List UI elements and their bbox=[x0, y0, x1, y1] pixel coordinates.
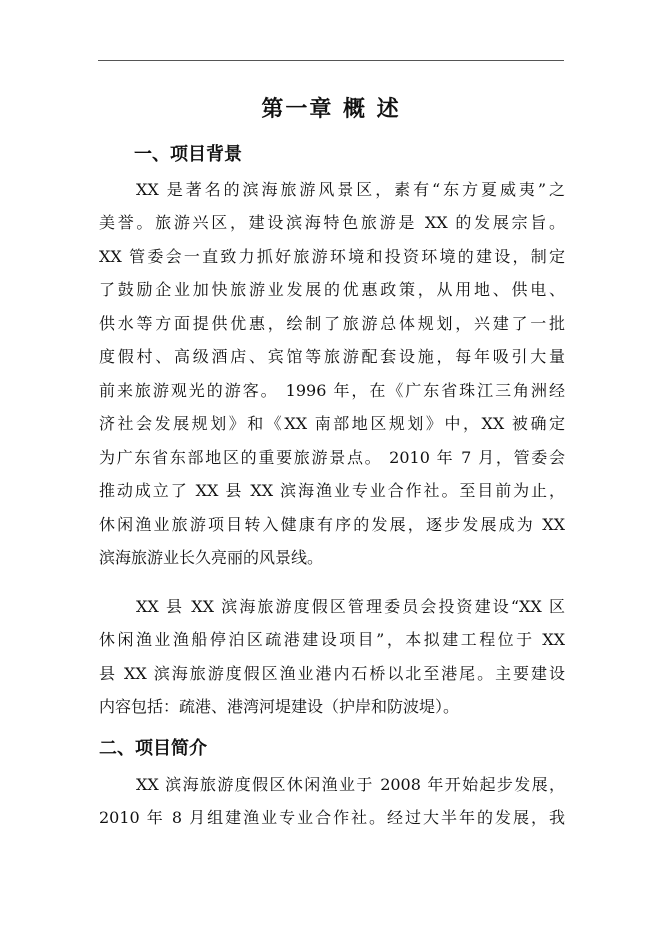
text-line: 县 XX 滨海旅游度假区渔业港内石桥以北至港尾。主要建设 bbox=[99, 664, 565, 683]
text-line: 休闲渔业渔船停泊区疏港建设项目”，本拟建工程位于 XX bbox=[99, 630, 565, 649]
text-line: 美誉。旅游兴区，建设滨海特色旅游是 XX 的发展宗旨。 bbox=[99, 213, 565, 232]
text-line: 了鼓励企业加快旅游业发展的优惠政策，从用地、供电、 bbox=[99, 280, 565, 299]
text-line: 为广东省东部地区的重要旅游景点。 2010 年 7 月，管委会 bbox=[99, 448, 565, 467]
text-line: 滨海旅游业长久亮丽的风景线。 bbox=[99, 548, 324, 567]
text-line: 供水等方面提供优惠，绘制了旅游总体规划，兴建了一批 bbox=[99, 314, 565, 333]
text-line: XX 滨海旅游度假区休闲渔业于 2008 年开始起步发展， bbox=[136, 775, 565, 794]
text-line: 2010 年 8 月组建渔业专业合作社。经过大半年的发展，我 bbox=[99, 808, 565, 827]
text-line: XX 管委会一直致力抓好旅游环境和投资环境的建设，制定 bbox=[99, 247, 565, 266]
chapter-title: 第一章 概 述 bbox=[261, 96, 401, 122]
text-line: 前来旅游观光的游客。 1996 年，在《广东省珠江三角洲经 bbox=[99, 381, 565, 400]
text-line: 休闲渔业旅游项目转入健康有序的发展，逐步发展成为 XX bbox=[99, 515, 565, 534]
header-rule bbox=[98, 60, 564, 61]
text-line: XX 是著名的滨海旅游风景区，素有“东方夏威夷”之 bbox=[136, 180, 565, 199]
text-line: XX 县 XX 滨海旅游度假区管理委员会投资建设“XX 区 bbox=[136, 597, 565, 616]
text-line: 度假村、高级酒店、宾馆等旅游配套设施，每年吸引大量 bbox=[99, 347, 565, 366]
section-heading-introduction: 二、项目简介 bbox=[99, 738, 207, 759]
text-line: 济社会发展规划》和《XX 南部地区规划》中，XX 被确定 bbox=[99, 414, 565, 433]
text-line: 内容包括：疏港、港湾河堤建设（护岸和防波堤）。 bbox=[99, 697, 460, 716]
text-line: 推动成立了 XX 县 XX 滨海渔业专业合作社。至目前为止， bbox=[99, 481, 565, 500]
section-heading-background: 一、项目背景 bbox=[134, 144, 242, 165]
